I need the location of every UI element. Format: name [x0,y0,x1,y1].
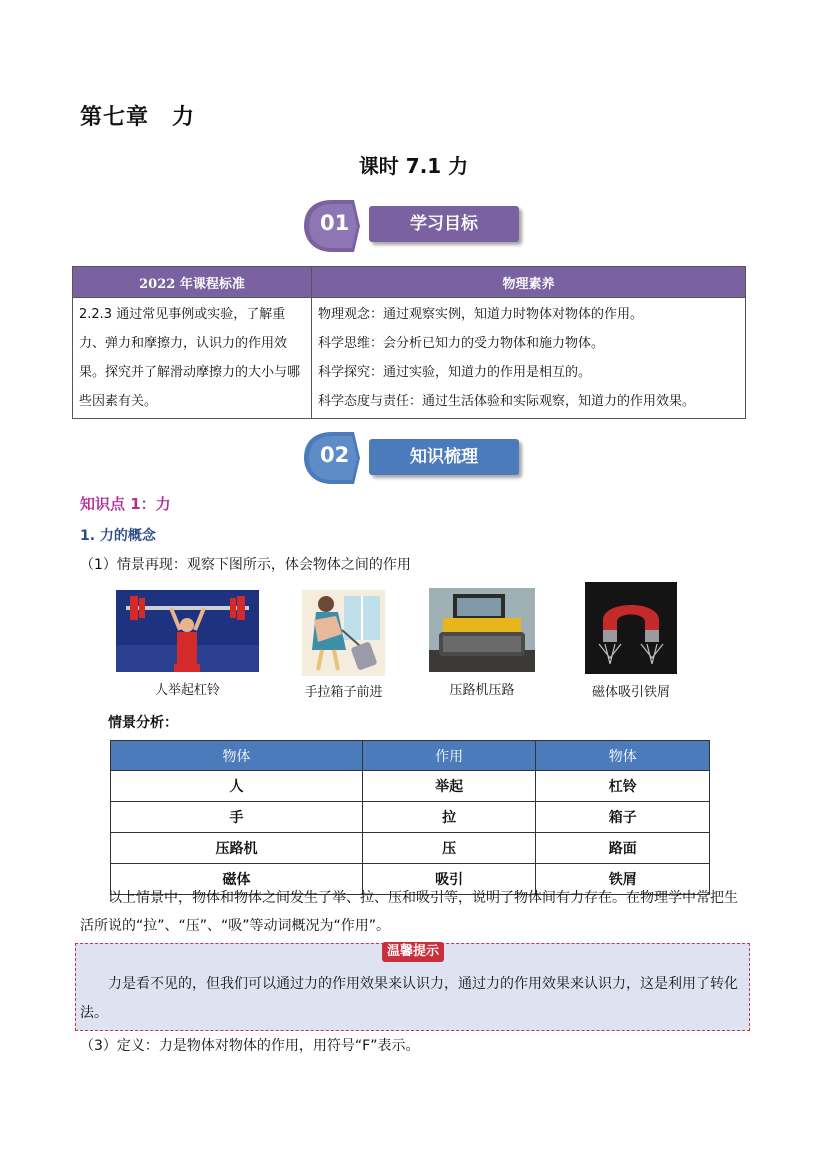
table-row [111,771,710,802]
literacy-item: 物理观念：通过观察实例，知道力时物体对物体的作用。 [318,307,644,322]
table-cell: 压路机 [111,833,363,864]
table-row [111,833,710,864]
literacy-item: 科学思维：会分析已知力的受力物体和施力物体。 [318,336,605,351]
definition-text: （3）定义：力是物体对物体的作用，用符号“F”表示。 [80,1038,420,1054]
table-row [111,802,710,833]
section-number-badge: 01 [302,198,362,250]
table-cell: 人 [111,771,363,802]
goals-header-standard: 2022 年课程标准 [73,267,312,298]
table-cell: 箱子 [536,802,710,833]
table-cell: 杠铃 [536,771,710,802]
table-cell: 吸引 [362,864,536,895]
table-cell: 举起 [362,771,536,802]
table-cell: 铁屑 [536,864,710,895]
magnet-image [585,582,677,674]
chapter-title: 第七章 力 [80,105,196,130]
literacy-item: 科学态度与责任：通过生活体验和实际观察，知道力的作用效果。 [318,394,696,409]
section-header-knowledge [302,430,527,486]
roller-image [429,588,535,672]
lesson-title: 课时 7.1 力 [358,154,469,178]
goals-table [72,266,746,419]
section-number-badge: 02 [302,430,362,482]
image-caption: 手拉箱子前进 [304,685,383,700]
analysis-title: 情景分析： [108,715,178,731]
image-caption: 压路机压路 [449,683,515,698]
section-header-goals [302,198,527,254]
image-caption: 人举起杠铃 [154,683,220,698]
analysis-header: 物体 [111,741,363,771]
goals-header-literacy: 物理素养 [312,267,746,298]
analysis-header: 物体 [536,741,710,771]
standard-text: 2.2.3 通过常见事例或实验，了解重力、弹力和摩擦力，认识力的作用效果。探究并了解滑动摩擦力的大小与哪些因素有关。 [73,298,312,419]
table-cell: 拉 [362,802,536,833]
scenario-intro: （1）情景再现：观察下图所示，体会物体之间的作用 [80,557,411,573]
subsection-title: 1. 力的概念 [80,528,156,544]
table-cell: 磁体 [111,864,363,895]
table-cell: 压 [362,833,536,864]
analysis-header: 作用 [362,741,536,771]
literacy-list [312,298,746,419]
section-label: 学习目标 [369,206,519,242]
analysis-table [110,740,710,895]
knowledge-point-title: 知识点 1：力 [80,495,171,513]
section-label: 知识梳理 [369,439,519,475]
tip-text: 力是看不见的，但我们可以通过力的作用效果来认识力，通过力的作用效果来认识力，这是利用了转化法。 [80,976,738,1021]
image-caption: 磁体吸引铁屑 [591,685,670,700]
suitcase-image [302,590,385,676]
table-cell: 路面 [536,833,710,864]
literacy-item: 科学探究：通过实验，知道力的作用是相互的。 [318,365,592,380]
weightlifting-image [116,590,259,672]
summary-paragraph: 以上情景中，物体和物体之间发生了举、拉、压和吸引等，说明了物体间有力存在。在物理学中常把生活所说的“拉”、“压”、“吸”等动词概况为“作用”。 [80,890,738,934]
tip-box [75,943,750,1031]
table-cell: 手 [111,802,363,833]
tip-badge: 温馨提示 [382,942,444,962]
